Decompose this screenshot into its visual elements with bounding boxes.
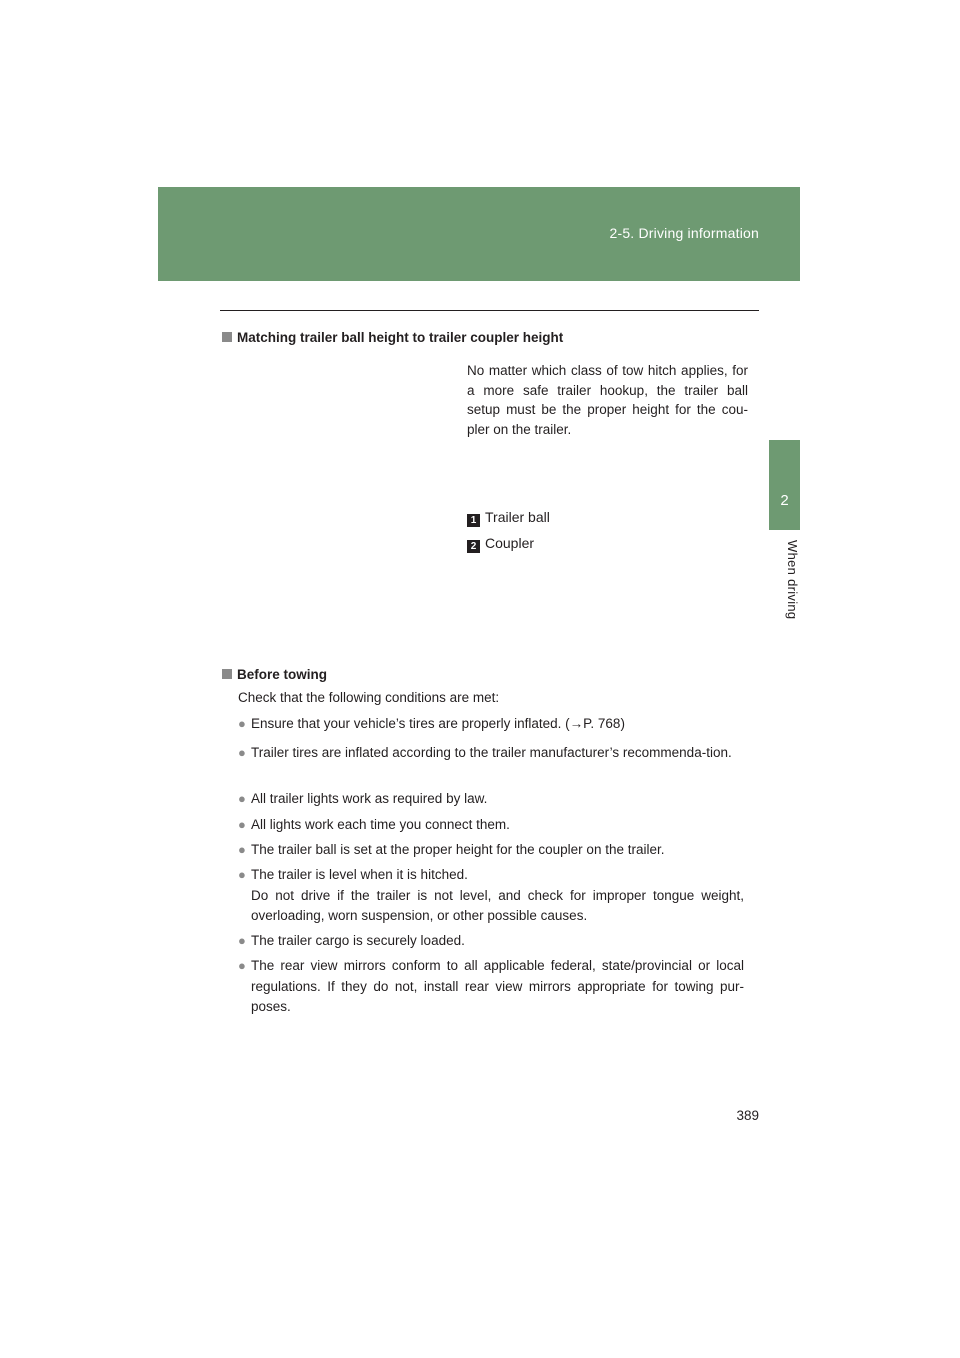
bullet-dot-icon: ● — [238, 817, 246, 832]
bullet-dot-icon: ● — [238, 958, 246, 973]
list-item — [238, 714, 744, 735]
callout-trailer-ball — [467, 509, 550, 527]
conditions-intro: Check that the following conditions are met: — [238, 690, 500, 705]
list-item-text: The rear view mirrors conform to all applicable federal, state/provincial or local regulations. If they do not, install rear view mirrors appropriate for towing pur-poses. — [251, 958, 744, 1014]
list-item — [238, 931, 744, 952]
square-bullet-icon — [222, 669, 232, 679]
bullet-dot-icon: ● — [238, 745, 246, 760]
callout-label: Trailer ball — [485, 509, 550, 525]
callout-number-1: 1 — [467, 514, 480, 527]
callout-number-2: 2 — [467, 540, 480, 553]
list-item — [238, 956, 744, 1018]
list-item-text: Ensure that your vehicle’s tires are properly inflated. (→P. 768) — [251, 716, 625, 731]
chapter-tab — [769, 440, 800, 530]
bullet-dot-icon: ● — [238, 842, 246, 857]
list-item — [238, 789, 744, 810]
chapter-title: 2-5. Driving information — [609, 225, 759, 241]
list-item-text: The trailer ball is set at the proper height for the coupler on the trailer. — [251, 842, 665, 857]
section-heading-before-towing — [222, 667, 327, 682]
callout-coupler — [467, 535, 534, 553]
list-item — [238, 743, 744, 764]
section-divider — [220, 310, 759, 311]
section-heading-ball-height — [222, 330, 563, 345]
square-bullet-icon — [222, 332, 232, 342]
bullet-dot-icon: ● — [238, 933, 246, 948]
list-item — [238, 865, 744, 927]
ball-height-paragraph: No matter which class of tow hitch applies, for a more safe trailer hookup, the trailer ball setup must be the proper height for the cou-pler on the trailer. — [467, 363, 748, 437]
chapter-tab-number: 2 — [780, 492, 789, 509]
header-band — [158, 187, 800, 281]
bullet-dot-icon: ● — [238, 791, 246, 806]
section-heading-text: Matching trailer ball height to trailer coupler height — [237, 330, 564, 345]
list-item — [238, 815, 744, 836]
section-heading-text: Before towing — [237, 667, 327, 682]
bullet-dot-icon: ● — [238, 716, 246, 731]
list-item — [238, 840, 744, 861]
bullet-dot-icon: ● — [238, 867, 246, 882]
chapter-tab-label: When driving — [785, 540, 800, 620]
page-number: 389 — [736, 1108, 759, 1123]
list-item-text: All lights work each time you connect them. — [251, 817, 510, 832]
list-item-text: Trailer tires are inflated according to the trailer manufacturer’s recommenda-tion. — [251, 745, 732, 760]
list-item-text: The trailer is level when it is hitched. — [251, 867, 468, 882]
callout-label: Coupler — [485, 535, 535, 551]
list-item-text: All trailer lights work as required by law. — [251, 791, 488, 806]
trailer-hitch-illustration — [222, 360, 452, 610]
list-item-note: Do not drive if the trailer is not level, and check for improper tongue weight, overloading, worn suspension, or other possible causes. — [251, 887, 744, 923]
list-item-text: The trailer cargo is securely loaded. — [251, 933, 465, 948]
